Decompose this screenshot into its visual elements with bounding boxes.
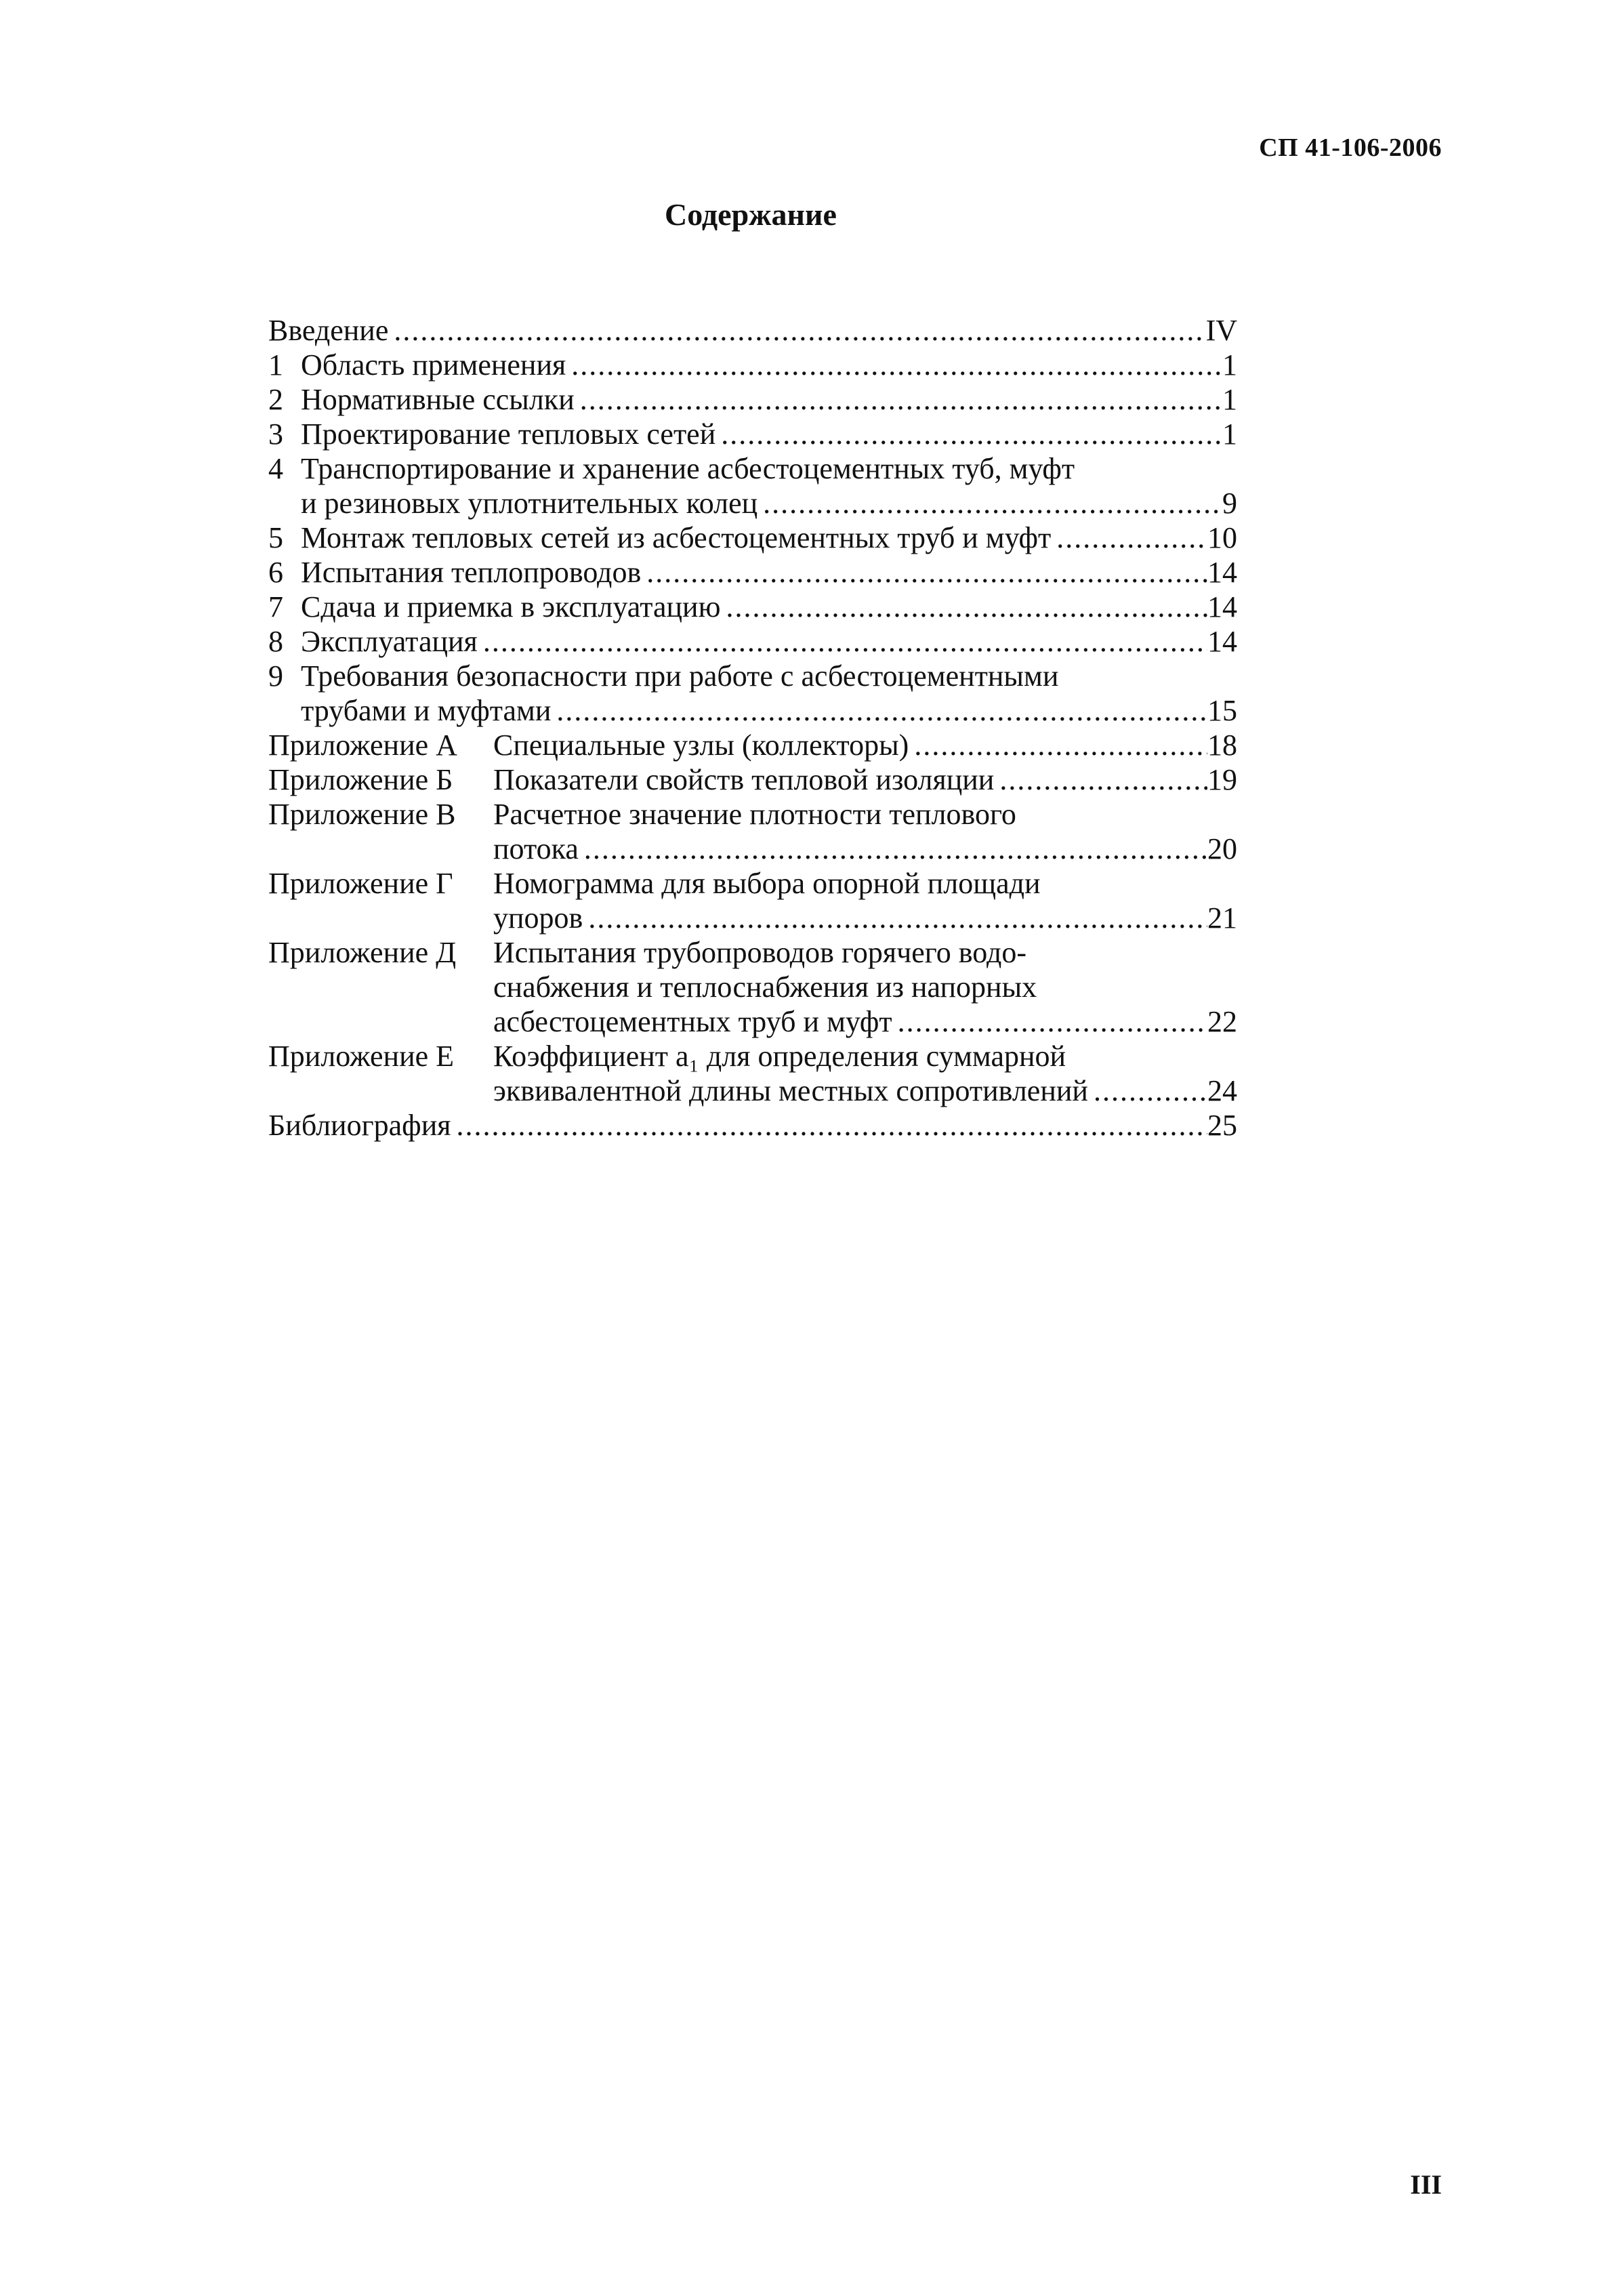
toc-entry-line: [301, 520, 1237, 555]
dot-leader: [909, 728, 1207, 762]
toc-entry-text: [301, 590, 1237, 624]
toc-entry-line: [493, 935, 1237, 970]
toc-page-number: 21: [1207, 901, 1237, 935]
table-of-contents: [268, 313, 1237, 1143]
toc-entry-text: [301, 417, 1237, 451]
toc-entry-text: [301, 451, 1237, 520]
toc-entry[interactable]: [268, 348, 1237, 382]
dot-leader: [994, 762, 1207, 797]
toc-page-number: 20: [1207, 832, 1237, 865]
toc-page-number: 18: [1207, 729, 1237, 762]
toc-entry-title: Показатели свойств тепловой изоляции: [493, 763, 995, 796]
toc-entry-title: Библиография: [268, 1109, 451, 1142]
toc-appendix-entry[interactable]: [268, 866, 1237, 935]
dot-leader: [566, 348, 1221, 382]
toc-entry-line: [493, 728, 1237, 762]
toc-entry[interactable]: [268, 417, 1237, 451]
toc-section-number: 2: [268, 383, 283, 416]
toc-entry-line: [268, 313, 1237, 348]
dot-leader: [641, 555, 1207, 590]
toc-appendix-entry[interactable]: [268, 728, 1237, 762]
toc-entry-title: снабжения и теплоснабжения из напорных: [493, 970, 1037, 1004]
toc-entry-line: [301, 417, 1237, 451]
toc-page-number: 19: [1207, 763, 1237, 796]
toc-appendix-label: Приложение Г: [268, 867, 453, 900]
toc-entry-line: [493, 1004, 1237, 1039]
toc-appendix-label: Приложение Б: [268, 763, 453, 796]
toc-entry-title: Специальные узлы (коллекторы): [493, 729, 909, 762]
toc-page-number: 22: [1207, 1005, 1237, 1038]
toc-entry[interactable]: [268, 313, 1237, 348]
toc-entry-line: [301, 382, 1237, 417]
dot-leader: [720, 590, 1207, 624]
toc-section-number: 7: [268, 590, 283, 623]
toc-entry-line: [493, 901, 1237, 935]
dot-leader: [551, 693, 1207, 728]
toc-page-number: 1: [1222, 417, 1237, 451]
toc-page-number: 1: [1222, 383, 1237, 416]
toc-page-number: 9: [1222, 487, 1237, 520]
toc-entry-line: [493, 1039, 1237, 1073]
toc-entry-line: [301, 348, 1237, 382]
toc-entry-title: эквивалентной длины местных сопротивлений: [493, 1074, 1088, 1107]
page-title: Содержание: [665, 197, 837, 232]
dot-leader: [579, 832, 1207, 866]
toc-entry-line: [268, 1108, 1237, 1143]
toc-entry-line: [301, 624, 1237, 659]
toc-entry-title: трубами и муфтами: [301, 694, 552, 727]
toc-entry-line: [493, 1073, 1237, 1108]
toc-entry-title: Введение: [268, 314, 389, 347]
toc-appendix-entry[interactable]: [268, 797, 1237, 866]
toc-section-number: 1: [268, 348, 283, 382]
toc-section-number: 8: [268, 625, 283, 658]
toc-page-number: IV: [1205, 314, 1237, 347]
toc-page-number: 14: [1207, 625, 1237, 658]
toc-entry-line: [493, 762, 1237, 797]
dot-leader: [715, 417, 1221, 451]
toc-entry-text: [493, 762, 1237, 797]
toc-entry-title: Номограмма для выбора опорной площади: [493, 867, 1041, 900]
toc-entry-text: [301, 520, 1237, 555]
toc-section-number: 4: [268, 452, 283, 485]
toc-entry-title: Коэффициент a₁ для определения суммарной: [493, 1040, 1066, 1073]
toc-page-number: 15: [1207, 694, 1237, 727]
toc-section-number: 6: [268, 556, 283, 589]
dot-leader: [478, 624, 1207, 659]
toc-entry-line: [301, 451, 1237, 486]
page-number: III: [1410, 2169, 1442, 2200]
toc-entry-line: [301, 693, 1237, 728]
toc-entry[interactable]: [268, 659, 1237, 728]
toc-entry-line: [493, 866, 1237, 901]
toc-entry-line: [301, 486, 1237, 520]
toc-entry-text: [268, 313, 1237, 348]
toc-entry-title: Область применения: [301, 348, 566, 382]
toc-entry-title: Транспортирование и хранение асбестоцементных туб, муфт: [301, 452, 1075, 485]
toc-entry-title: Расчетное значение плотности теплового: [493, 798, 1016, 831]
toc-appendix-label: Приложение Е: [268, 1040, 455, 1073]
toc-entry-line: [301, 555, 1237, 590]
toc-page-number: 14: [1207, 590, 1237, 623]
toc-entry-title: Монтаж тепловых сетей из асбестоцементных труб и муфт: [301, 521, 1052, 554]
dot-leader: [388, 313, 1205, 348]
dot-leader: [1088, 1073, 1207, 1108]
toc-entry-text: [268, 1108, 1237, 1143]
toc-page-number: 24: [1207, 1074, 1237, 1107]
toc-entry[interactable]: [268, 382, 1237, 417]
toc-bibliography-entry[interactable]: [268, 1108, 1237, 1143]
toc-entry-title: Нормативные ссылки: [301, 383, 575, 416]
toc-appendix-label: Приложение А: [268, 729, 457, 762]
toc-entry-line: [493, 797, 1237, 832]
toc-entry-line: [301, 659, 1237, 693]
toc-appendix-label: Приложение В: [268, 798, 456, 831]
toc-page-number: 14: [1207, 556, 1237, 589]
toc-entry-title: потока: [493, 832, 579, 865]
toc-entry-text: [493, 797, 1237, 866]
toc-appendix-entry[interactable]: [268, 935, 1237, 1039]
toc-entry-title: Испытания теплопроводов: [301, 556, 642, 589]
toc-entry[interactable]: [268, 451, 1237, 520]
dot-leader: [451, 1108, 1207, 1143]
toc-entry-text: [301, 624, 1237, 659]
toc-entry-title: Сдача и приемка в эксплуатацию: [301, 590, 721, 623]
toc-entry-line: [493, 970, 1237, 1004]
toc-entry-title: асбестоцементных труб и муфт: [493, 1005, 892, 1038]
dot-leader: [892, 1004, 1207, 1039]
toc-entry[interactable]: [268, 624, 1237, 659]
dot-leader: [583, 901, 1207, 935]
toc-entry-text: [493, 866, 1237, 935]
toc-page-number: 1: [1222, 348, 1237, 382]
toc-entry-text: [301, 555, 1237, 590]
toc-page-number: 25: [1207, 1109, 1237, 1142]
toc-entry-line: [301, 590, 1237, 624]
toc-appendix-entry[interactable]: [268, 762, 1237, 797]
toc-section-number: 9: [268, 659, 283, 693]
toc-appendix-entry[interactable]: [268, 1039, 1237, 1108]
toc-entry-title: Требования безопасности при работе с асбестоцементными: [301, 659, 1059, 693]
dot-leader: [575, 382, 1221, 417]
toc-appendix-label: Приложение Д: [268, 936, 457, 969]
toc-entry-text: [301, 382, 1237, 417]
dot-leader: [757, 486, 1221, 520]
toc-entry-title: Проектирование тепловых сетей: [301, 417, 716, 451]
toc-entry-title: Испытания трубопроводов горячего водо-: [493, 936, 1026, 969]
toc-entry[interactable]: [268, 555, 1237, 590]
toc-entry-line: [493, 832, 1237, 866]
toc-entry[interactable]: [268, 520, 1237, 555]
toc-section-number: 3: [268, 417, 283, 451]
toc-entry-title: Эксплуатация: [301, 625, 478, 658]
toc-entry[interactable]: [268, 590, 1237, 624]
toc-entry-text: [493, 935, 1237, 1039]
toc-entry-text: [493, 1039, 1237, 1108]
toc-entry-text: [301, 348, 1237, 382]
toc-entry-text: [493, 728, 1237, 762]
dot-leader: [1051, 520, 1207, 555]
toc-entry-text: [301, 659, 1237, 728]
document-code: СП 41-106-2006: [1259, 134, 1442, 162]
toc-entry-title: и резиновых уплотнительных колец: [301, 487, 758, 520]
toc-entry-title: упоров: [493, 901, 583, 935]
toc-section-number: 5: [268, 521, 283, 554]
toc-page-number: 10: [1207, 521, 1237, 554]
